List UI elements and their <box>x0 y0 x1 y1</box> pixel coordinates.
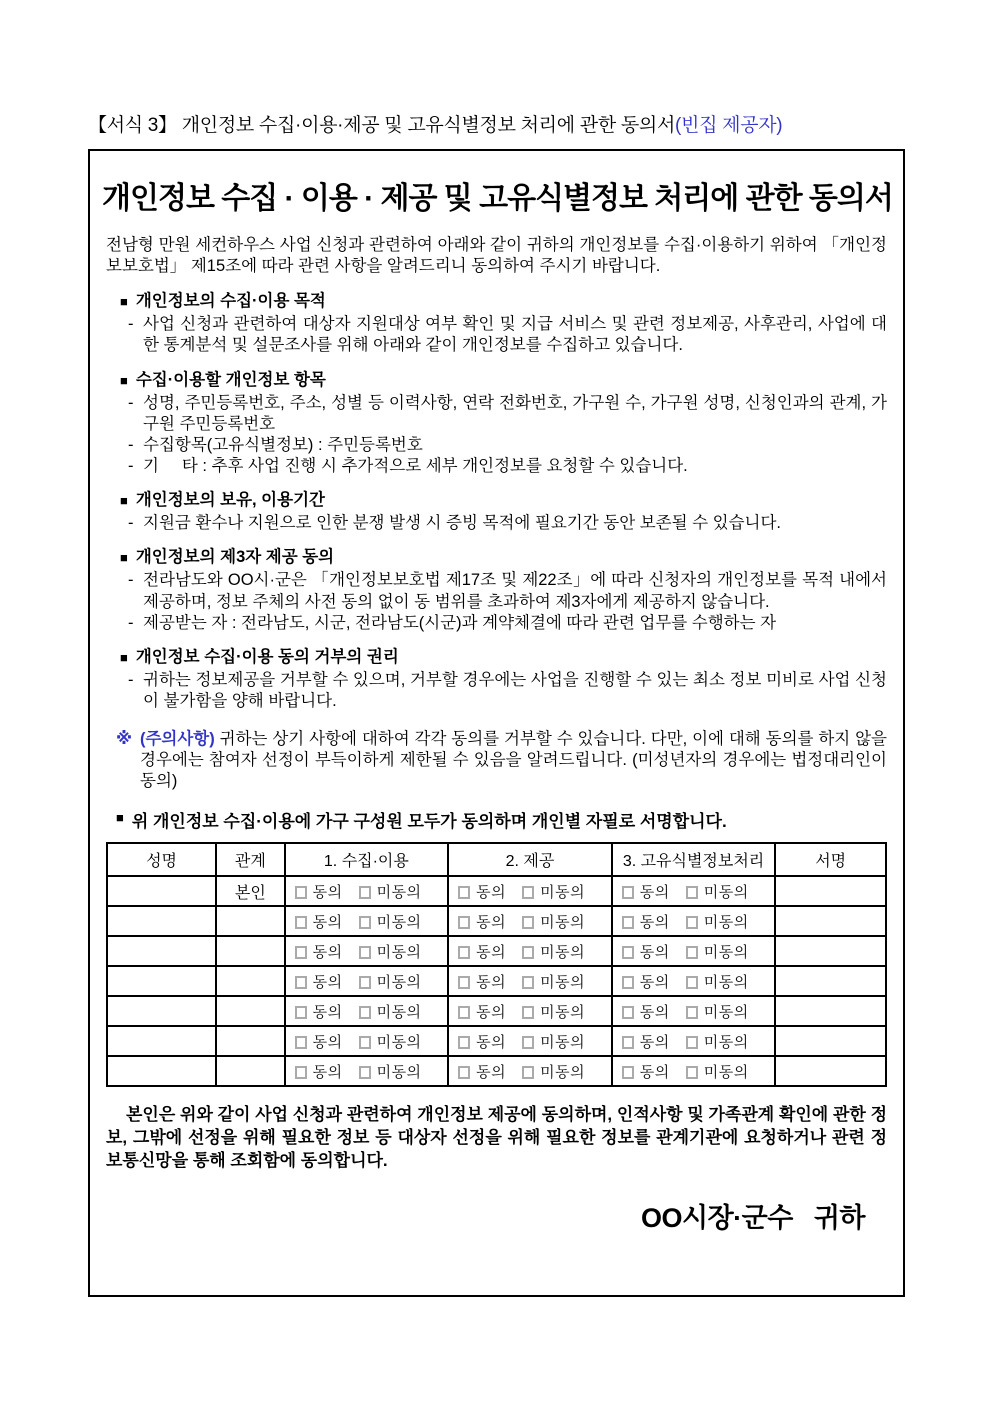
consent-cell <box>285 966 449 996</box>
agree-label: 동의 <box>312 1003 343 1021</box>
disagree-label: 미동의 <box>703 1033 749 1051</box>
column-header: 관계 <box>216 843 285 876</box>
agree-checkbox[interactable] <box>622 1036 634 1049</box>
consent-cell <box>285 906 449 936</box>
table-heading-text: 위 개인정보 수집·이용에 가구 구성원 모두가 동의하며 개인별 자필로 서명합니다. <box>131 812 727 832</box>
consent-cell <box>448 936 612 966</box>
agree-label: 동의 <box>639 913 670 931</box>
consent-cell <box>612 1056 776 1086</box>
form-label <box>88 110 905 137</box>
section-bullet-icon: ■ <box>120 294 128 310</box>
name-cell[interactable] <box>107 906 216 936</box>
name-cell[interactable] <box>107 936 216 966</box>
column-header: 3. 고유식별정보처리 <box>612 843 776 876</box>
section-bullet-icon: ■ <box>120 550 128 566</box>
signature-cell[interactable] <box>775 906 886 936</box>
consent-table <box>106 842 887 1087</box>
table-row <box>107 966 886 996</box>
agree-label: 동의 <box>639 1033 670 1051</box>
agree-label: 동의 <box>639 943 670 961</box>
agree-checkbox[interactable] <box>295 1006 307 1019</box>
relation-cell <box>216 1026 285 1056</box>
dash-icon: - <box>128 670 134 689</box>
dash-icon: - <box>128 613 134 632</box>
agree-checkbox[interactable] <box>295 1066 307 1079</box>
section-item-text: 사업 신청과 관련하여 대상자 지원대상 여부 확인 및 지급 서비스 및 관련 정보제공, 사후관리, 사업에 대한 통계분석 및 설문조사를 위해 아래와 같이 개인정보를 수집하고 있습니다. <box>143 315 887 355</box>
dash-icon: - <box>128 514 134 533</box>
consent-cell <box>612 1026 776 1056</box>
agree-checkbox[interactable] <box>295 976 307 989</box>
consent-cell <box>612 936 776 966</box>
disagree-label: 미동의 <box>540 1033 586 1051</box>
section <box>120 490 887 534</box>
document-title: 개인정보 수집 · 이용 · 제공 및 고유식별정보 처리에 관한 동의서 <box>102 182 893 215</box>
disagree-label: 미동의 <box>376 1033 422 1051</box>
column-header: 성명 <box>107 843 216 876</box>
disagree-checkbox[interactable] <box>359 886 371 899</box>
signature-cell[interactable] <box>775 876 886 906</box>
disagree-checkbox[interactable] <box>522 916 534 929</box>
section-item-text: 기 타 : 추후 사업 진행 시 추가적으로 세부 개인정보를 요청할 수 있습니다. <box>143 456 688 475</box>
relation-cell <box>216 936 285 966</box>
disagree-label: 미동의 <box>540 913 586 931</box>
disagree-checkbox[interactable] <box>686 1036 698 1049</box>
notice-text: 귀하는 상기 사항에 대하여 각각 동의를 거부할 수 있습니다. 다만, 이에 대해 동의를 하지 않을 경우에는 참여자 선정이 부득이하게 제한될 수 있음을 알려드립니다. (미성년자의 경우에는 법정대리인이 동의) <box>140 730 887 791</box>
name-cell[interactable] <box>107 996 216 1026</box>
agree-label: 동의 <box>476 943 507 961</box>
notice-body <box>140 729 887 792</box>
relation-cell <box>216 966 285 996</box>
agree-checkbox[interactable] <box>458 1066 470 1079</box>
relation-cell <box>216 996 285 1026</box>
section-heading <box>120 647 887 668</box>
disagree-checkbox[interactable] <box>359 1066 371 1079</box>
agree-label: 동의 <box>476 1063 507 1081</box>
agree-label: 동의 <box>476 1033 507 1051</box>
section <box>120 647 887 712</box>
disagree-label: 미동의 <box>540 973 586 991</box>
agree-label: 동의 <box>312 1063 343 1081</box>
disagree-checkbox[interactable] <box>522 886 534 899</box>
disagree-checkbox[interactable] <box>686 916 698 929</box>
sections-container <box>102 291 891 712</box>
relation-cell <box>216 906 285 936</box>
table-row <box>107 906 886 936</box>
relation-cell: 본인 <box>216 876 285 906</box>
name-cell[interactable] <box>107 1026 216 1056</box>
agree-label: 동의 <box>639 1063 670 1081</box>
table-header-row <box>107 843 886 876</box>
section-heading-text: 개인정보 수집·이용 동의 거부의 권리 <box>135 647 399 666</box>
agree-checkbox[interactable] <box>458 1036 470 1049</box>
consent-cell <box>612 966 776 996</box>
agree-label: 동의 <box>312 883 343 901</box>
disagree-label: 미동의 <box>703 913 749 931</box>
section-bullet-icon: ■ <box>120 649 128 665</box>
disagree-label: 미동의 <box>376 1063 422 1081</box>
document-box <box>88 149 905 1297</box>
agree-checkbox[interactable] <box>458 1006 470 1019</box>
section-item-text: 성명, 주민등록번호, 주소, 성별 등 이력사항, 연락 전화번호, 가구원 수, 가구원 성명, 신청인과의 관계, 가구원 주민등록번호 <box>143 393 887 433</box>
recipient-line: OO시장·군수 귀하 <box>641 1203 865 1234</box>
notice-marker-icon: ※ <box>116 730 133 749</box>
agree-checkbox[interactable] <box>622 976 634 989</box>
column-header: 서명 <box>775 843 886 876</box>
disagree-checkbox[interactable] <box>686 946 698 959</box>
name-cell[interactable] <box>107 966 216 996</box>
disagree-label: 미동의 <box>376 1003 422 1021</box>
notice-block <box>116 729 887 792</box>
table-row <box>107 1056 886 1086</box>
disagree-checkbox[interactable] <box>686 1066 698 1079</box>
table-row <box>107 876 886 906</box>
section-heading-text: 개인정보의 수집·이용 목적 <box>135 292 326 311</box>
agree-label: 동의 <box>476 1003 507 1021</box>
section-bullet-icon: ■ <box>116 810 124 826</box>
table-row <box>107 1026 886 1056</box>
dash-icon: - <box>128 435 134 454</box>
disagree-label: 미동의 <box>703 943 749 961</box>
consent-cell <box>285 1056 449 1086</box>
notice-label: (주의사항) <box>140 730 215 749</box>
closing-paragraph: 본인은 위와 같이 사업 신청과 관련하여 개인정보 제공에 동의하며, 인적사항 및 가족관계 확인에 관한 정보, 그밖에 선정을 위해 필요한 정보 등 대상자 선정을 위해 필요한 정보를 관계기관에 요청하거나 관련 정보통신망을 통해 조회함에 동의합니다. <box>106 1105 887 1170</box>
agree-checkbox[interactable] <box>458 886 470 899</box>
disagree-checkbox[interactable] <box>686 886 698 899</box>
signature-cell[interactable] <box>775 1056 886 1086</box>
section-heading <box>120 547 887 568</box>
consent-table-header <box>107 843 886 876</box>
consent-cell <box>612 876 776 906</box>
section-item <box>120 435 887 456</box>
dash-icon: - <box>128 456 134 475</box>
disagree-label: 미동의 <box>376 943 422 961</box>
disagree-checkbox[interactable] <box>522 1036 534 1049</box>
section-item-text: 제공받는 자 : 전라남도, 시군, 전라남도(시군)과 계약체결에 따라 관련 업무를 수행하는 자 <box>143 613 777 632</box>
agree-checkbox[interactable] <box>295 946 307 959</box>
disagree-checkbox[interactable] <box>522 1066 534 1079</box>
table-row <box>107 996 886 1026</box>
section-item <box>120 314 887 356</box>
section-item <box>120 393 887 435</box>
section-heading-text: 수집·이용할 개인정보 항목 <box>135 370 326 389</box>
section-item <box>120 456 887 477</box>
agree-label: 동의 <box>312 1033 343 1051</box>
agree-checkbox[interactable] <box>458 976 470 989</box>
section-item-text: 전라남도와 OO시·군은 「개인정보보호법 제17조 및 제22조」에 따라 신청자의 개인정보를 목적 내에서 제공하며, 정보 주체의 사전 동의 없이 동 범위를 초과하여 제3자에게 제공하지 않습니다. <box>143 571 887 611</box>
consent-cell <box>448 876 612 906</box>
disagree-checkbox[interactable] <box>359 946 371 959</box>
consent-table-body <box>107 876 886 1086</box>
section-bullet-icon: ■ <box>120 493 128 509</box>
section-heading <box>120 370 887 391</box>
table-row <box>107 936 886 966</box>
agree-checkbox[interactable] <box>622 1066 634 1079</box>
signature-cell[interactable] <box>775 936 886 966</box>
disagree-label: 미동의 <box>703 973 749 991</box>
disagree-checkbox[interactable] <box>359 976 371 989</box>
consent-cell <box>612 906 776 936</box>
disagree-label: 미동의 <box>376 883 422 901</box>
consent-cell <box>448 966 612 996</box>
consent-cell <box>612 996 776 1026</box>
section <box>120 370 887 478</box>
consent-cell <box>285 876 449 906</box>
agree-checkbox[interactable] <box>458 946 470 959</box>
agree-checkbox[interactable] <box>622 946 634 959</box>
disagree-checkbox[interactable] <box>522 976 534 989</box>
disagree-label: 미동의 <box>540 883 586 901</box>
agree-checkbox[interactable] <box>458 916 470 929</box>
dash-icon: - <box>128 571 134 590</box>
agree-checkbox[interactable] <box>622 886 634 899</box>
disagree-checkbox[interactable] <box>359 1036 371 1049</box>
section-heading-text: 개인정보의 제3자 제공 동의 <box>135 548 335 567</box>
relation-cell <box>216 1056 285 1086</box>
agree-checkbox[interactable] <box>622 916 634 929</box>
disagree-label: 미동의 <box>703 883 749 901</box>
disagree-label: 미동의 <box>540 943 586 961</box>
disagree-label: 미동의 <box>540 1063 586 1081</box>
intro-paragraph: 전남형 만원 세컨하우스 사업 신청과 관련하여 아래와 같이 귀하의 개인정보를 수집·이용하기 위하여 「개인정보보호법」 제15조에 따라 관련 사항을 알려드리니 동의하여 주시기 바랍니다. <box>106 236 887 276</box>
section-item <box>120 613 887 634</box>
disagree-label: 미동의 <box>703 1003 749 1021</box>
agree-checkbox[interactable] <box>295 1036 307 1049</box>
consent-cell <box>285 936 449 966</box>
section-item-text: 지원금 환수나 지원으로 인한 분쟁 발생 시 증빙 목적에 필요기간 동안 보존될 수 있습니다. <box>143 514 781 533</box>
section-item <box>120 570 887 612</box>
agree-label: 동의 <box>312 973 343 991</box>
dash-icon: - <box>128 315 134 334</box>
name-cell[interactable] <box>107 1056 216 1086</box>
consent-cell <box>448 1056 612 1086</box>
agree-label: 동의 <box>312 943 343 961</box>
consent-cell <box>285 1026 449 1056</box>
agree-checkbox[interactable] <box>295 886 307 899</box>
consent-cell <box>448 906 612 936</box>
section-heading-text: 개인정보의 보유, 이용기간 <box>135 491 325 510</box>
name-cell[interactable] <box>107 876 216 906</box>
agree-label: 동의 <box>476 883 507 901</box>
section-item <box>120 670 887 712</box>
disagree-label: 미동의 <box>703 1063 749 1081</box>
consent-cell <box>285 996 449 1026</box>
consent-cell <box>448 996 612 1026</box>
disagree-checkbox[interactable] <box>522 946 534 959</box>
disagree-checkbox[interactable] <box>359 1006 371 1019</box>
agree-label: 동의 <box>639 973 670 991</box>
disagree-checkbox[interactable] <box>686 976 698 989</box>
section-item-text: 귀하는 정보제공을 거부할 수 있으며, 거부할 경우에는 사업을 진행할 수 있는 최소 정보 미비로 사업 신청이 불가함을 양해 바랍니다. <box>143 670 887 710</box>
agree-label: 동의 <box>476 973 507 991</box>
section <box>120 547 887 633</box>
agree-label: 동의 <box>476 913 507 931</box>
section-item <box>120 513 887 534</box>
disagree-label: 미동의 <box>540 1003 586 1021</box>
agree-label: 동의 <box>312 913 343 931</box>
disagree-checkbox[interactable] <box>686 1006 698 1019</box>
section-item-text: 수집항목(고유식별정보) : 주민등록번호 <box>143 435 423 454</box>
disagree-label: 미동의 <box>376 913 422 931</box>
section-heading <box>120 291 887 312</box>
table-heading <box>116 807 887 832</box>
column-header: 1. 수집·이용 <box>285 843 449 876</box>
signature-cell[interactable] <box>775 1026 886 1056</box>
section-bullet-icon: ■ <box>120 372 128 388</box>
agree-checkbox[interactable] <box>295 916 307 929</box>
signature-cell[interactable] <box>775 966 886 996</box>
section <box>120 291 887 356</box>
signature-cell[interactable] <box>775 996 886 1026</box>
form-label-provider-suffix: (빈집 제공자) <box>675 115 783 136</box>
column-header: 2. 제공 <box>448 843 612 876</box>
consent-cell <box>448 1026 612 1056</box>
section-heading <box>120 490 887 511</box>
agree-label: 동의 <box>639 1003 670 1021</box>
agree-label: 동의 <box>639 883 670 901</box>
agree-checkbox[interactable] <box>622 1006 634 1019</box>
dash-icon: - <box>128 393 134 412</box>
disagree-label: 미동의 <box>376 973 422 991</box>
disagree-checkbox[interactable] <box>359 916 371 929</box>
disagree-checkbox[interactable] <box>522 1006 534 1019</box>
form-label-text: 【서식 3】 개인정보 수집·이용·제공 및 고유식별정보 처리에 관한 동의서 <box>88 115 676 136</box>
